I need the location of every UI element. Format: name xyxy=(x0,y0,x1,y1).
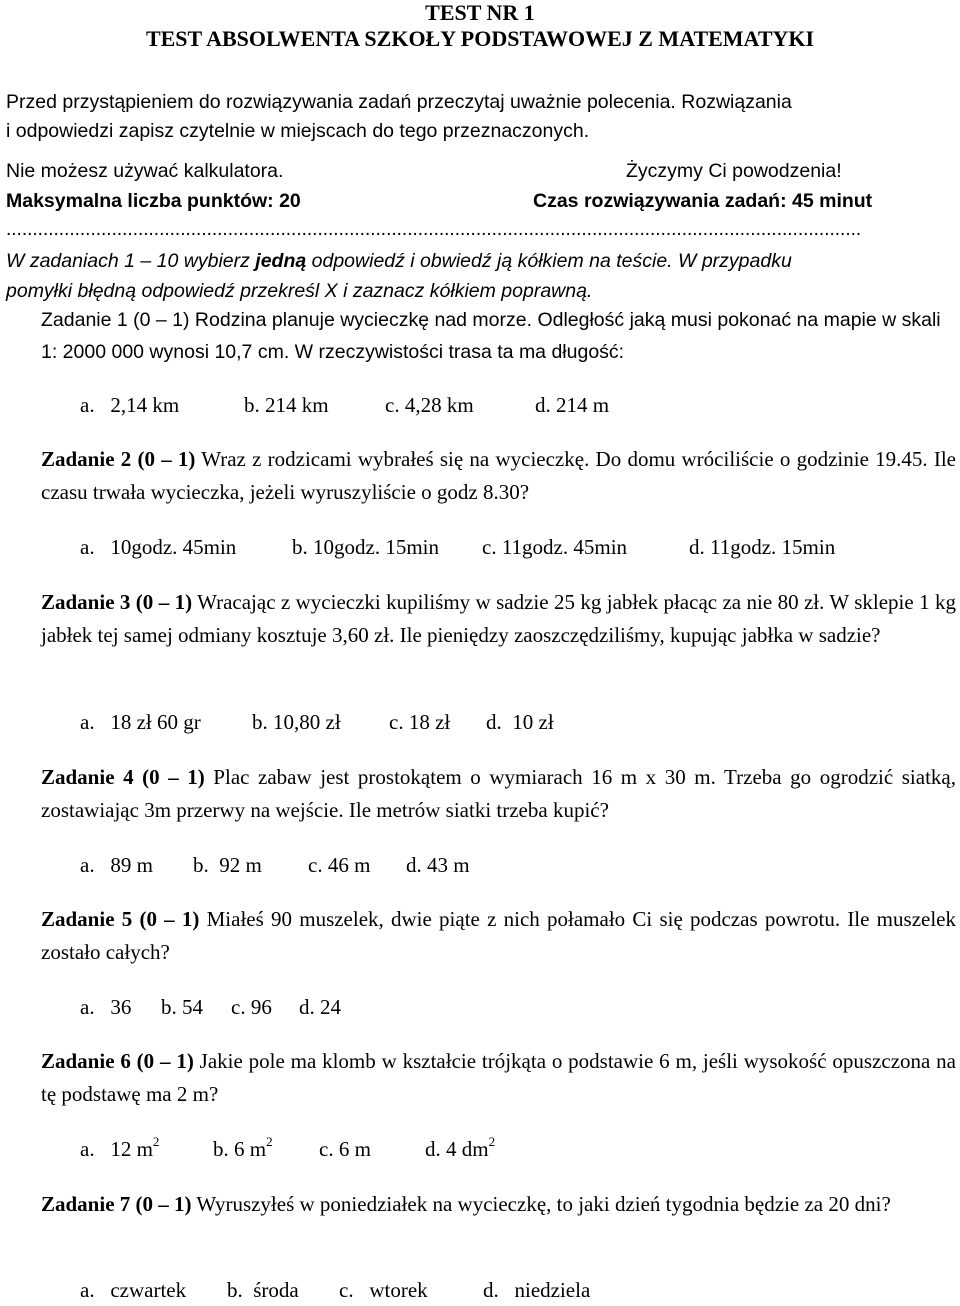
answer-d[interactable]: d. 43 m xyxy=(406,853,470,877)
answer-d[interactable]: d. 214 m xyxy=(535,393,610,417)
answer-a[interactable]: a. 12 $m^2$ xyxy=(80,1134,160,1161)
task-1 xyxy=(41,304,956,368)
task-5-text: Miałeś 90 muszelek, dwie piąte z nich połamało Ci się podczas powrotu. Ile muszelek zostało całych? xyxy=(41,907,956,964)
answer-b[interactable]: b. 10godz. 15min xyxy=(292,535,439,559)
task-3-label: Zadanie 3 (0 – 1) xyxy=(41,590,193,614)
task-3-text: Wracając z wycieczki kupiliśmy w sadzie 25 kg jabłek płacąc za nie 80 zł. W sklepie 1 kg jabłek tej samej odmiany kosztuje 3,60 zł. Ile pieniędzy zaoszczędziliśmy, kupując jabłka w sadzie? xyxy=(41,590,956,647)
answer-a[interactable]: a. 89 m xyxy=(80,853,153,877)
task-7-label: Zadanie 7 (0 – 1) xyxy=(41,1192,192,1216)
good-luck-note: Życzymy Ci powodzenia! xyxy=(626,160,842,182)
task-2-text: Wraz z rodzicami wybrałeś się na wycieczkę. Do domu wróciliście o godzinie 19.45. Ile czasu trwała wycieczka, jeżeli wyruszyliście o godz 8.30? xyxy=(41,447,956,504)
answer-d[interactable]: d. 11godz. 15min xyxy=(689,535,836,559)
header xyxy=(0,0,960,52)
intro-line-2: i odpowiedzi zapisz czytelnie w miejscach do tego przeznaczonych. xyxy=(6,120,590,142)
no-calculator-note: Nie możesz używać kalkulatora. xyxy=(6,160,284,182)
answer-c[interactable]: c. 6 m xyxy=(319,1137,371,1161)
task-6 xyxy=(41,1045,956,1111)
instructions xyxy=(6,246,956,306)
instructions-emphasis: jedną xyxy=(255,250,307,272)
answer-c[interactable]: c. 96 xyxy=(231,995,272,1019)
answer-c[interactable]: c. 18 zł xyxy=(389,710,451,734)
answer-b[interactable]: b. środa xyxy=(227,1278,299,1302)
task-7 xyxy=(41,1188,956,1221)
task-4-label: Zadanie 4 (0 – 1) xyxy=(41,765,205,789)
answer-a[interactable]: a. 2,14 km xyxy=(80,393,180,417)
answer-a[interactable]: a. 10godz. 45min xyxy=(80,535,237,559)
superscript: 2 xyxy=(266,1134,273,1149)
answer-d[interactable]: d. 4 $dm^2$ xyxy=(425,1134,496,1161)
task-7-text: Wyruszyłeś w poniedziałek na wycieczkę, to jaki dzień tygodnia będzie za 20 dni? xyxy=(191,1192,891,1216)
task-4-text: Plac zabaw jest prostokątem o wymiarach 16 m x 30 m. Trzeba go ogrodzić siatką, zostawiając 3m przerwy na wejście. Ile metrów siatki trzeba kupić? xyxy=(41,765,956,822)
answer-c[interactable]: c. 4,28 km xyxy=(385,393,474,417)
task-2-label: Zadanie 2 (0 – 1) xyxy=(41,447,196,471)
test-number-title: TEST NR 1 xyxy=(425,0,535,25)
answer-b[interactable]: b. 214 km xyxy=(244,393,329,417)
answer-c[interactable]: c. 46 m xyxy=(308,853,371,877)
test-main-title: TEST ABSOLWENTA SZKOŁY PODSTAWOWEJ Z MATEMATYKI xyxy=(145,26,815,51)
task-5 xyxy=(41,903,956,969)
superscript: 2 xyxy=(152,1134,160,1149)
intro-text xyxy=(6,88,956,146)
max-points: Maksymalna liczba punktów: 20 xyxy=(6,190,301,212)
instructions-line-2: pomyłki błędną odpowiedź przekreśl X i zaznacz kółkiem poprawną. xyxy=(6,280,593,302)
task-6-label: Zadanie 6 (0 – 1) xyxy=(41,1049,194,1073)
time-limit: Czas rozwiązywania zadań: 45 minut xyxy=(533,190,873,212)
answer-a[interactable]: a. 18 zł 60 gr xyxy=(80,710,201,734)
answer-c[interactable]: c. 11godz. 45min xyxy=(482,535,628,559)
task-4 xyxy=(41,761,956,827)
answer-a[interactable]: a. czwartek xyxy=(80,1278,187,1302)
instructions-line-1: W zadaniach 1 – 10 wybierz jedną odpowiedź i obwiedź ją kółkiem na teście. W przypadku xyxy=(6,250,792,272)
answer-d[interactable]: d. 24 xyxy=(299,995,341,1019)
answer-a[interactable]: a. 36 xyxy=(80,995,132,1019)
task-6-text: Jakie pole ma klomb w kształcie trójkąta o podstawie 6 m, jeśli wysokość opuszczona na tę podstawę ma 2 m? xyxy=(41,1049,956,1106)
dotted-separator: .................................................................................................................................................................. xyxy=(6,219,862,240)
task-2 xyxy=(41,443,956,509)
superscript: 2 xyxy=(488,1134,496,1149)
answer-c[interactable]: c. wtorek xyxy=(339,1278,428,1302)
task-1-label: Zadanie 1 (0 – 1) xyxy=(41,309,190,331)
task-1-text: Rodzina planuje wycieczkę nad morze. Odległość jaką musi pokonać na mapie w skali 1: 2000 000 wynosi 10,7 cm. W rzeczywistości trasa ta ma długość: xyxy=(41,309,941,363)
answer-b[interactable]: b. 6 $m^2$ xyxy=(213,1134,273,1161)
task-3 xyxy=(41,586,956,652)
answer-d[interactable]: d. 10 zł xyxy=(486,710,554,734)
answer-b[interactable]: b. 92 m xyxy=(193,853,262,877)
answer-d[interactable]: d. niedziela xyxy=(483,1278,591,1302)
intro-line-1: Przed przystąpieniem do rozwiązywania zadań przeczytaj uważnie polecenia. Rozwiązania xyxy=(6,91,792,113)
task-5-label: Zadanie 5 (0 – 1) xyxy=(41,907,200,931)
answer-b[interactable]: b. 10,80 zł xyxy=(252,710,341,734)
answer-b[interactable]: b. 54 xyxy=(161,995,203,1019)
